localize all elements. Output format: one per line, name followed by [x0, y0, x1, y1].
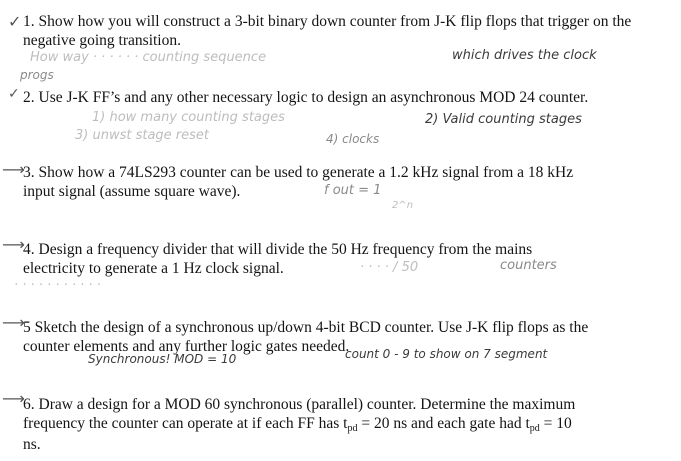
question-text: = 20 ns and each gate had t	[357, 415, 530, 432]
question-6	[23, 395, 583, 454]
question-number: 2.	[23, 89, 35, 106]
question-text: Sketch the design of a synchronous up/down 4-bit BCD counter. Use J-K flip flops as the counter elements and any further logic gates needed.	[23, 319, 589, 355]
check-mark-icon: ✓	[8, 12, 22, 31]
handwritten-note: 1) how many counting stages	[92, 110, 285, 125]
question-2	[23, 88, 593, 107]
handwritten-note: count 0 - 9 to show on 7 segment	[345, 347, 548, 361]
arrow-mark-icon: ⟶	[2, 235, 25, 254]
check-mark-icon: ✓	[8, 86, 20, 102]
handwritten-note: 3) unwst stage reset	[75, 128, 210, 143]
question-text: Show how a 74LS293 counter can be used to generate a 1.2 kHz signal from a 18 kHz input signal (assume square wave).	[23, 164, 574, 200]
subscript: pd	[347, 423, 358, 434]
question-1	[23, 12, 663, 50]
handwritten-note: · · · · · · · · · · ·	[14, 278, 101, 293]
question-text: Show how you will construct a 3-bit binary down counter from J-K flip flops that trigger on the negative going transition.	[23, 13, 632, 49]
question-number: 3.	[23, 164, 35, 181]
handwritten-note: which drives the clock	[452, 48, 597, 63]
question-3	[23, 163, 593, 201]
handwritten-note: progs	[20, 68, 54, 82]
handwritten-note: 4) clocks	[326, 132, 380, 146]
subscript: pd	[529, 423, 540, 434]
question-number: 6.	[23, 396, 35, 413]
question-number: 4.	[23, 241, 35, 258]
handwritten-note: f out = 1	[324, 183, 382, 198]
handwritten-note: Synchronous! MOD = 10	[88, 352, 237, 366]
arrow-mark-icon: ⟶	[2, 160, 25, 179]
handwritten-note: 2^n	[392, 200, 414, 211]
question-text: Use J-K FF’s and any other necessary logic to design an asynchronous MOD 24 counter.	[38, 89, 589, 106]
handwritten-note: 2) Valid counting stages	[425, 112, 582, 127]
question-text: = 10 ns.	[23, 415, 572, 453]
arrow-mark-icon: ⟶	[2, 389, 25, 408]
question-4	[23, 240, 583, 278]
question-number: 5	[23, 319, 31, 336]
arrow-mark-icon: ⟶	[2, 313, 25, 332]
handwritten-note: · · · · / 50	[360, 260, 419, 275]
question-number: 1.	[23, 13, 35, 30]
question-text: Draw a design for a MOD 60 synchronous (parallel) counter. Determine the maximum frequency the counter can operate at if each FF has t	[23, 396, 576, 432]
handwritten-note: counters	[500, 258, 557, 273]
handwritten-note: How way · · · · · · counting sequence	[30, 50, 267, 65]
question-text: Design a frequency divider that will divide the 50 Hz frequency from the mains electricity to generate a 1 Hz clock signal.	[23, 241, 533, 277]
